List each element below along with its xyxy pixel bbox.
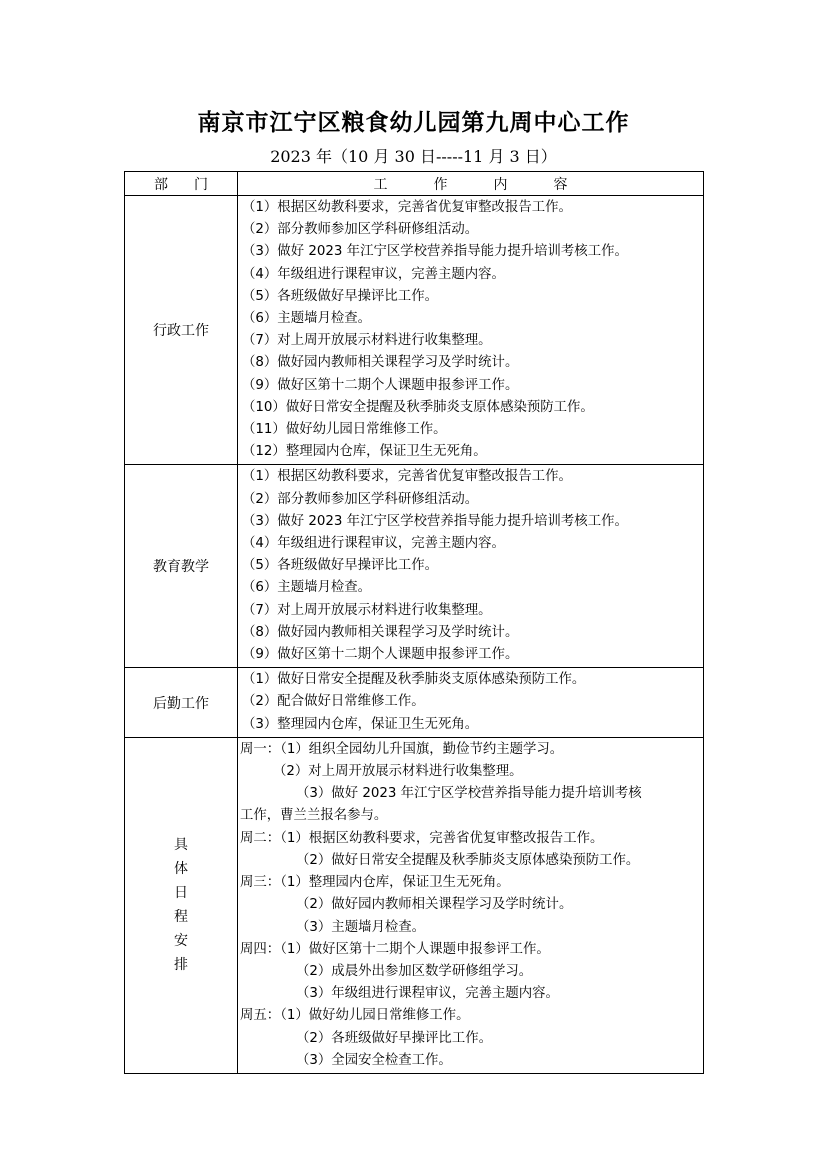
list-item: （10）做好日常安全提醒及秋季肺炎支原体感染预防工作。 xyxy=(242,399,594,415)
schedule-line: （3）做好 2023 年江宁区学校营养指导能力提升培训考核 xyxy=(296,786,642,802)
list-item: （3）整理园内仓库，保证卫生无死角。 xyxy=(242,716,479,732)
dept-schedule-char: 程 xyxy=(174,909,188,926)
list-item: （7）对上周开放展示材料进行收集整理。 xyxy=(242,602,492,618)
schedule-line: （2）做好日常安全提醒及秋季肺炎支原体感染预防工作。 xyxy=(296,852,640,868)
schedule-line: 工作，曹兰兰报名参与。 xyxy=(240,808,388,824)
items-logistics xyxy=(238,668,704,738)
section-row-schedule xyxy=(125,737,704,1073)
list-item: （7）对上周开放展示材料进行收集整理。 xyxy=(242,333,492,349)
schedule-line: （2）做好园内教师相关课程学习及学时统计。 xyxy=(296,897,573,913)
list-item: （4）年级组进行课程审议，完善主题内容。 xyxy=(242,266,505,282)
list-item: （3）做好 2023 年江宁区学校营养指导能力提升培训考核工作。 xyxy=(242,513,628,529)
schedule-line: 周一：（1）组织全园幼儿升国旗，勤俭节约主题学习。 xyxy=(240,741,564,757)
schedule-line: 周二：（1）根据区幼教科要求，完善省优复审整改报告工作。 xyxy=(240,830,604,846)
schedule-line: （3）年级组进行课程审议，完善主题内容。 xyxy=(296,986,559,1002)
schedule-line: （3）全园安全检查工作。 xyxy=(296,1052,452,1068)
list-item: （2）部分教师参加区学科研修组活动。 xyxy=(242,491,479,507)
schedule-line: （2）成晨外出参加区数学研修组学习。 xyxy=(296,963,533,979)
list-item: （11）做好幼儿园日常维修工作。 xyxy=(242,422,447,438)
list-item: （2）部分教师参加区学科研修组活动。 xyxy=(242,222,479,238)
list-item: （4）年级组进行课程审议，完善主题内容。 xyxy=(242,536,505,552)
list-item: （8）做好园内教师相关课程学习及学时统计。 xyxy=(242,355,519,371)
document-title: 南京市江宁区粮食幼儿园第九周中心工作 xyxy=(197,109,630,136)
header-dept: 部门 xyxy=(125,172,238,196)
work-table xyxy=(124,171,704,1074)
schedule-line: （2）各班级做好早操评比工作。 xyxy=(296,1030,492,1046)
date-range: 2023 年（10 月 30 日-----11 月 3 日） xyxy=(270,147,557,166)
schedule-line: （2）对上周开放展示材料进行收集整理。 xyxy=(273,764,523,780)
list-item: （8）做好园内教师相关课程学习及学时统计。 xyxy=(242,624,519,640)
schedule-line: 周三：（1）整理园内仓库，保证卫生无死角。 xyxy=(240,875,510,891)
dept-teaching: 教育教学 xyxy=(125,465,238,668)
list-item: （9）做好区第十二期个人课题申报参评工作。 xyxy=(242,647,519,663)
list-item: （2）配合做好日常维修工作。 xyxy=(242,694,425,710)
list-item: （6）主题墙月检查。 xyxy=(242,311,372,327)
dept-schedule-char: 日 xyxy=(174,885,188,902)
dept-schedule-char: 体 xyxy=(174,861,188,878)
table-header-row xyxy=(125,172,704,196)
dept-logistics: 后勤工作 xyxy=(125,668,238,738)
schedule-content xyxy=(238,737,704,1073)
list-item: （1）根据区幼教科要求，完善省优复审整改报告工作。 xyxy=(242,469,572,485)
list-item: （5）各班级做好早操评比工作。 xyxy=(242,288,438,304)
list-item: （3）做好 2023 年江宁区学校营养指导能力提升培训考核工作。 xyxy=(242,244,628,260)
section-row-teaching xyxy=(125,465,704,668)
header-content: 工作内容 xyxy=(238,172,704,196)
list-item: （5）各班级做好早操评比工作。 xyxy=(242,558,438,574)
section-row-logistics xyxy=(125,668,704,738)
list-item: （12）整理园内仓库，保证卫生无死角。 xyxy=(242,444,487,460)
schedule-line: 周五：（1）做好幼儿园日常维修工作。 xyxy=(240,1008,470,1024)
list-item: （6）主题墙月检查。 xyxy=(242,580,372,596)
section-row-admin xyxy=(125,196,704,465)
items-admin xyxy=(238,196,704,465)
dept-admin: 行政工作 xyxy=(125,196,238,465)
list-item: （9）做好区第十二期个人课题申报参评工作。 xyxy=(242,377,519,393)
schedule-line: （3）主题墙月检查。 xyxy=(296,919,426,935)
dept-schedule-char: 安 xyxy=(174,933,188,950)
dept-schedule-char: 排 xyxy=(174,957,188,974)
list-item: （1）根据区幼教科要求，完善省优复审整改报告工作。 xyxy=(242,200,572,215)
dept-schedule-char: 具 xyxy=(174,837,188,854)
schedule-line: 周四：（1）做好区第十二期个人课题申报参评工作。 xyxy=(240,941,550,957)
list-item: （1）做好日常安全提醒及秋季肺炎支原体感染预防工作。 xyxy=(242,672,586,688)
dept-schedule xyxy=(125,737,238,1073)
items-teaching xyxy=(238,465,704,668)
